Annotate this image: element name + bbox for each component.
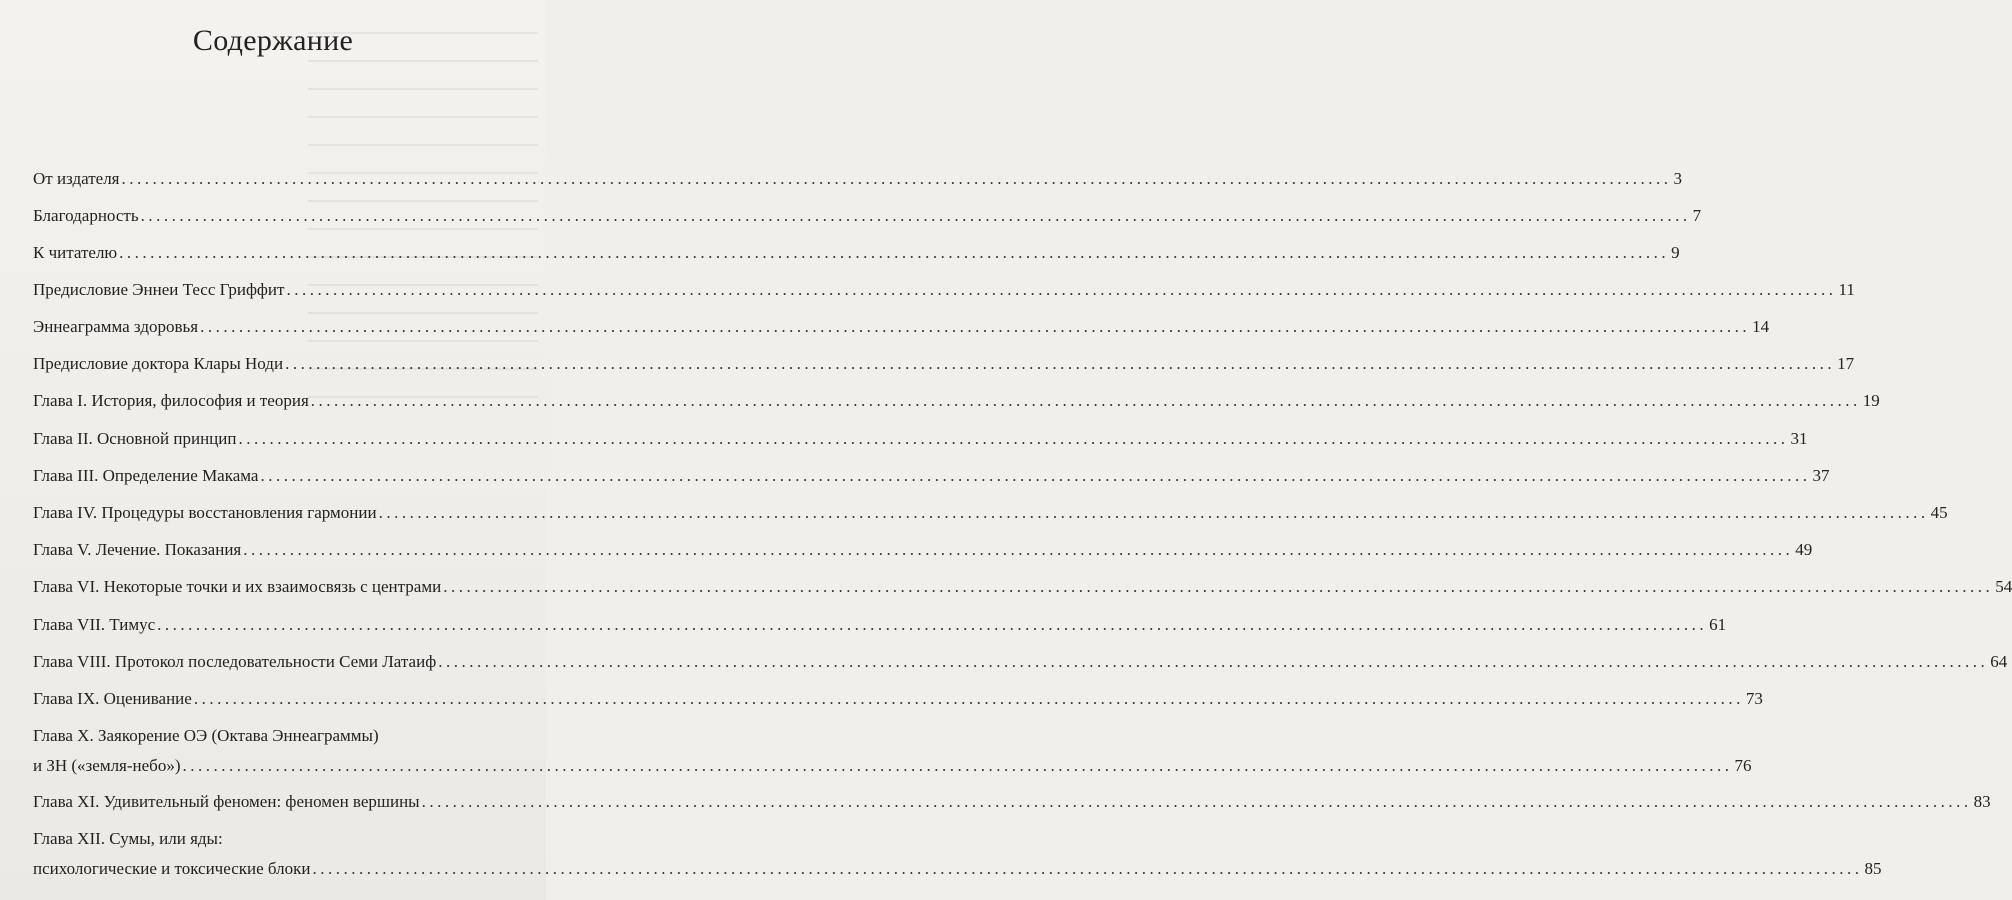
dot-leader: ........................................................................................................................................................................................................ (443, 577, 1994, 596)
toc-entry-title: Глава IX. Оценивание (33, 689, 192, 708)
toc-page-number: 11 (1838, 280, 1855, 299)
toc-entry[interactable] (33, 791, 1991, 813)
toc-entry[interactable] (33, 390, 1880, 412)
toc-entry-title: Глава I. История, философия и теория (33, 391, 309, 410)
toc-entry-title: От издателя (33, 169, 120, 188)
toc-entry[interactable] (33, 465, 1830, 487)
toc-entry-title: Глава III. Определение Макама (33, 466, 259, 485)
dot-leader: ........................................................................................................................................................................................................ (119, 243, 1670, 262)
toc-entry[interactable] (33, 279, 1855, 301)
toc-page-number: 64 (1990, 652, 2008, 671)
toc-entry-title: психологические и токсические блоки (33, 859, 311, 878)
toc-entry-title: Эннеаграмма здоровья (33, 317, 199, 336)
dot-leader: ........................................................................................................................................................................................................ (310, 391, 1861, 410)
toc-page-number: 83 (1973, 792, 1991, 811)
toc-page-number: 7 (1692, 206, 1702, 225)
toc-entry-title: Предисловие доктора Клары Ноди (33, 354, 284, 373)
dot-leader: ........................................................................................................................................................................................................ (193, 689, 1744, 708)
dot-leader: ........................................................................................................................................................................................................ (286, 280, 1837, 299)
dot-leader: ........................................................................................................................................................................................................ (378, 503, 1929, 522)
toc-entry[interactable] (33, 576, 2012, 598)
toc-page-number: 49 (1795, 540, 1813, 559)
toc-page-number: 37 (1812, 466, 1830, 485)
toc-page-number: 85 (1864, 859, 1882, 878)
toc-page-number: 76 (1734, 756, 1752, 775)
dot-leader: ........................................................................................................................................................................................................ (157, 615, 1708, 634)
toc-entry[interactable] (33, 502, 1948, 524)
toc-page-number: 45 (1930, 503, 1948, 522)
toc-entry[interactable] (33, 828, 1882, 880)
toc-entry-title: Глава VI. Некоторые точки и их взаимосвязь с центрами (33, 577, 442, 596)
dot-leader: ........................................................................................................................................................................................................ (182, 756, 1733, 775)
toc-entry-title: К читателю (33, 243, 118, 262)
dot-leader: ........................................................................................................................................................................................................ (238, 429, 1789, 448)
dot-leader: ........................................................................................................................................................................................................ (140, 206, 1691, 225)
toc-entry[interactable] (33, 725, 1752, 777)
toc-entry[interactable] (33, 205, 1702, 227)
toc-entry-title: Глава IV. Процедуры восстановления гармонии (33, 503, 377, 522)
toc-page-number: 9 (1671, 243, 1680, 262)
toc-entry[interactable] (33, 614, 1727, 636)
dot-leader: ........................................................................................................................................................................................................ (312, 859, 1863, 878)
toc-entry-title: Глава XI. Удивительный феномен: феномен вершины (33, 792, 420, 811)
toc-page-number: 31 (1790, 429, 1808, 448)
dot-leader: ........................................................................................................................................................................................................ (200, 317, 1751, 336)
toc-page-number: 73 (1745, 689, 1763, 708)
toc-entry-title: Глава VII. Тимус (33, 615, 156, 634)
dot-leader: ........................................................................................................................................................................................................ (243, 540, 1794, 559)
toc-entry-title: Глава V. Лечение. Показания (33, 540, 242, 559)
toc-entry[interactable] (33, 428, 1808, 450)
toc-page-number: 61 (1709, 615, 1727, 634)
toc-entry-title: и ЗН («земля-небо») (33, 756, 181, 775)
toc-entry[interactable] (33, 168, 1682, 190)
toc-entry[interactable] (33, 651, 2008, 673)
toc-entry-title: Предисловие Эннеи Тесс Гриффит (33, 280, 285, 299)
dot-leader: ........................................................................................................................................................................................................ (121, 169, 1672, 188)
toc-entry-title: Благодарность (33, 206, 139, 225)
dot-leader: ........................................................................................................................................................................................................ (438, 652, 1989, 671)
toc-page-number: 17 (1837, 354, 1855, 373)
toc-entry[interactable] (33, 539, 1813, 561)
toc-entry-title: Глава VIII. Протокол последовательности Семи Латаиф (33, 652, 437, 671)
toc-entry-title-line: Глава XII. Сумы, или яды: (33, 829, 223, 848)
toc-entry-title-line: Глава X. Заякорение ОЭ (Октава Эннеаграммы) (33, 726, 379, 745)
toc-entry-title: Глава II. Основной принцип (33, 429, 237, 448)
toc-entry[interactable] (33, 688, 1763, 710)
toc-page-number: 54 (1995, 577, 2012, 596)
toc-entry[interactable] (33, 242, 1680, 264)
dot-leader: ........................................................................................................................................................................................................ (285, 354, 1836, 373)
toc-entry[interactable] (33, 353, 1855, 375)
dot-leader: ........................................................................................................................................................................................................ (260, 466, 1811, 485)
toc-page-number: 3 (1673, 169, 1682, 188)
toc-page-number: 14 (1752, 317, 1770, 336)
toc-page-number: 19 (1862, 391, 1880, 410)
toc-entry[interactable] (33, 316, 1770, 338)
dot-leader: ........................................................................................................................................................................................................ (421, 792, 1972, 811)
page-title: Содержание (192, 24, 354, 57)
